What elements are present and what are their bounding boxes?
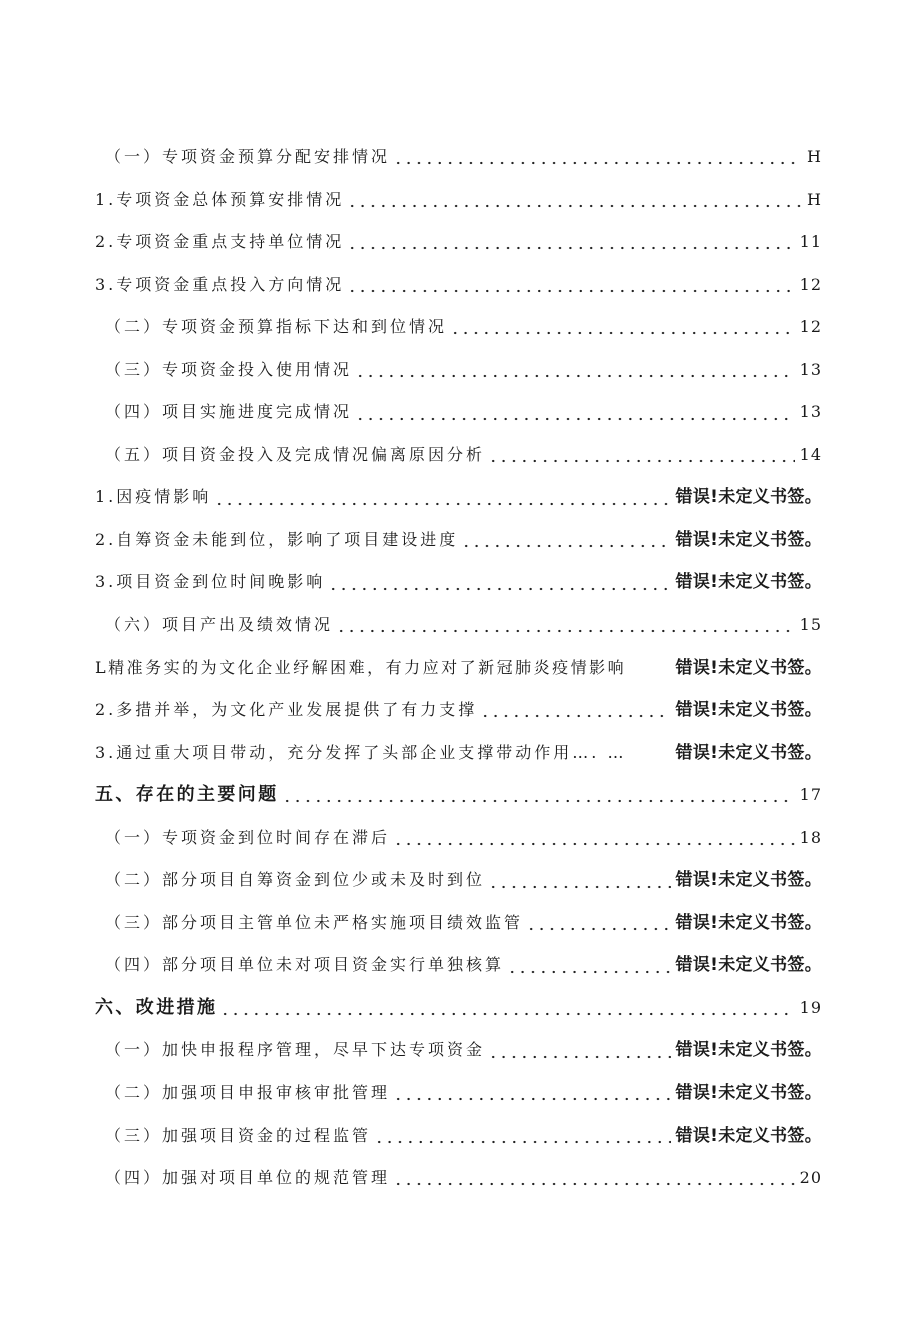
toc-leader-dots: [393, 1182, 795, 1186]
toc-entry: [95, 902, 822, 945]
toc-section-heading: [95, 774, 822, 817]
toc-entry: [95, 391, 822, 434]
toc-entry: [95, 1072, 822, 1115]
toc-entry-page-error: 错误!未定义书签。: [675, 955, 822, 976]
toc-section-title: 五、存在的主要问题: [95, 784, 279, 806]
toc-leader-dots: [393, 842, 795, 846]
toc-entry-title: （三）加强项目资金的过程监管: [105, 1125, 372, 1145]
toc-entry-title: （一）专项资金预算分配安排情况: [105, 147, 391, 166]
toc-leader-dots: [450, 331, 795, 335]
toc-entry-title: （六）项目产出及绩效情况: [105, 615, 334, 635]
toc-entry: [95, 647, 822, 690]
toc-entry-page: 15: [799, 615, 822, 635]
toc-entry-page: 13: [799, 359, 822, 379]
toc-leader-dots: [347, 246, 794, 250]
toc-entry-page: 19: [799, 997, 822, 1017]
toc-entry-page-error: 错误!未定义书签。: [675, 1125, 822, 1146]
toc-leader-dots: [220, 1012, 794, 1016]
toc-leader-dots: [480, 714, 670, 718]
toc-entry: [95, 561, 822, 604]
toc-leader-dots: [347, 289, 794, 293]
toc-entry: [95, 817, 822, 860]
toc-entry: [95, 1115, 822, 1158]
toc-entry: [95, 221, 822, 264]
toc-leader-dots: [461, 544, 670, 548]
toc-leader-dots: [488, 459, 795, 463]
toc-leader-dots: [374, 1140, 671, 1144]
toc-leader-dots: [393, 161, 802, 165]
toc-entry-page-error: 错误!未定义书签。: [675, 700, 822, 721]
toc-entry-title: 2.自筹资金未能到位，影响了项目建设进度: [95, 529, 459, 549]
toc-entry-title: （二）专项资金预算指标下达和到位情况: [105, 317, 448, 337]
toc-entry-page-error: 错误!未定义书签。: [675, 742, 822, 763]
toc-entry-page: 18: [799, 827, 822, 847]
toc-entry-title: 1.因疫情影响: [95, 487, 212, 507]
toc-entry-title: （一）专项资金到位时间存在滞后: [105, 827, 391, 847]
toc-leader-dots: [347, 204, 802, 208]
toc-entry-title: 3.专项资金重点投入方向情况: [95, 274, 345, 294]
toc-entry-title: （二）加强项目申报审核审批管理: [105, 1083, 391, 1103]
toc-entry-page: H: [807, 189, 822, 209]
toc-entry-page: H: [807, 147, 822, 166]
toc-leader-spacer: [626, 672, 675, 676]
toc-entry-page: 12: [799, 274, 822, 294]
toc-entry-page-error: 错误!未定义书签。: [675, 487, 822, 508]
toc-entry-page: 11: [799, 232, 822, 252]
toc-entry-title: 3.通过重大项目带动，充分发挥了头部企业支撑带动作用…. …: [95, 742, 627, 762]
toc-entry: [95, 349, 822, 392]
toc-entry-title: （四）加强对项目单位的规范管理: [105, 1168, 391, 1188]
toc-entry-title: （四）部分项目单位未对项目资金实行单独核算: [105, 955, 505, 975]
toc-entry: [95, 859, 822, 902]
toc-entry-title: （四）项目实施进度完成情况: [105, 402, 353, 422]
toc-entry: [95, 179, 822, 222]
toc-entry: [95, 944, 822, 987]
toc-entry: [95, 434, 822, 477]
toc-entry: [95, 519, 822, 562]
toc-entry-title: （三）专项资金投入使用情况: [105, 359, 353, 379]
toc-entry: [95, 689, 822, 732]
toc-leader-dots: [336, 629, 795, 633]
toc-leader-dots: [355, 417, 795, 421]
toc-leader-dots: [526, 927, 671, 931]
toc-entry-page-error: 错误!未定义书签。: [675, 657, 822, 678]
toc-entry: [95, 476, 822, 519]
toc-leader-dots: [282, 799, 795, 803]
toc-entry-title: 2.多措并举，为文化产业发展提供了有力支撑: [95, 700, 478, 720]
toc-leader-dots: [214, 502, 670, 506]
toc-entry-page: 13: [799, 402, 822, 422]
toc-entry-title: （三）部分项目主管单位未严格实施项目绩效监管: [105, 912, 524, 932]
toc-leader-dots: [355, 374, 795, 378]
toc-entry-title: （一）加快申报程序管理，尽早下达专项资金: [105, 1040, 486, 1060]
toc-entry: [95, 604, 822, 647]
toc-entry-page: 17: [799, 785, 822, 805]
toc-entry-title: （二）部分项目自筹资金到位少或未及时到位: [105, 870, 486, 890]
toc-entry-page-error: 错误!未定义书签。: [675, 1040, 822, 1061]
toc-entry-title: （五）项目资金投入及完成情况偏离原因分析: [105, 444, 486, 464]
toc-entry-page: 14: [799, 444, 822, 464]
toc-entry-page: 20: [799, 1168, 822, 1188]
toc-entry: [95, 136, 822, 179]
toc-leader-dots: [488, 885, 671, 889]
toc-entry-title: 2.专项资金重点支持单位情况: [95, 232, 345, 252]
toc-section-heading: [95, 987, 822, 1030]
toc-entry-page-error: 错误!未定义书签。: [675, 1083, 822, 1104]
toc-leader-dots: [488, 1055, 671, 1059]
toc-entry-title: 3.项目资金到位时间晚影响: [95, 572, 326, 592]
toc-leader-dots: [393, 1097, 671, 1101]
toc-entry: [95, 1029, 822, 1072]
toc-leader-spacer: [626, 757, 675, 761]
table-of-contents: [95, 136, 822, 1200]
toc-entry-page: 12: [799, 317, 822, 337]
toc-entry-page-error: 错误!未定义书签。: [675, 529, 822, 550]
toc-section-title: 六、改进措施: [95, 996, 218, 1018]
toc-leader-dots: [328, 587, 670, 591]
toc-entry: [95, 306, 822, 349]
toc-entry: [95, 264, 822, 307]
toc-entry: [95, 1157, 822, 1200]
toc-entry-title: L精准务实的为文化企业纾解困难，有力应对了新冠肺炎疫情影响: [95, 657, 627, 677]
toc-entry-page-error: 错误!未定义书签。: [675, 912, 822, 933]
toc-entry-page-error: 错误!未定义书签。: [675, 572, 822, 593]
toc-entry: [95, 732, 822, 775]
toc-leader-dots: [507, 970, 671, 974]
toc-entry-title: 1.专项资金总体预算安排情况: [95, 189, 345, 209]
toc-entry-page-error: 错误!未定义书签。: [675, 870, 822, 891]
